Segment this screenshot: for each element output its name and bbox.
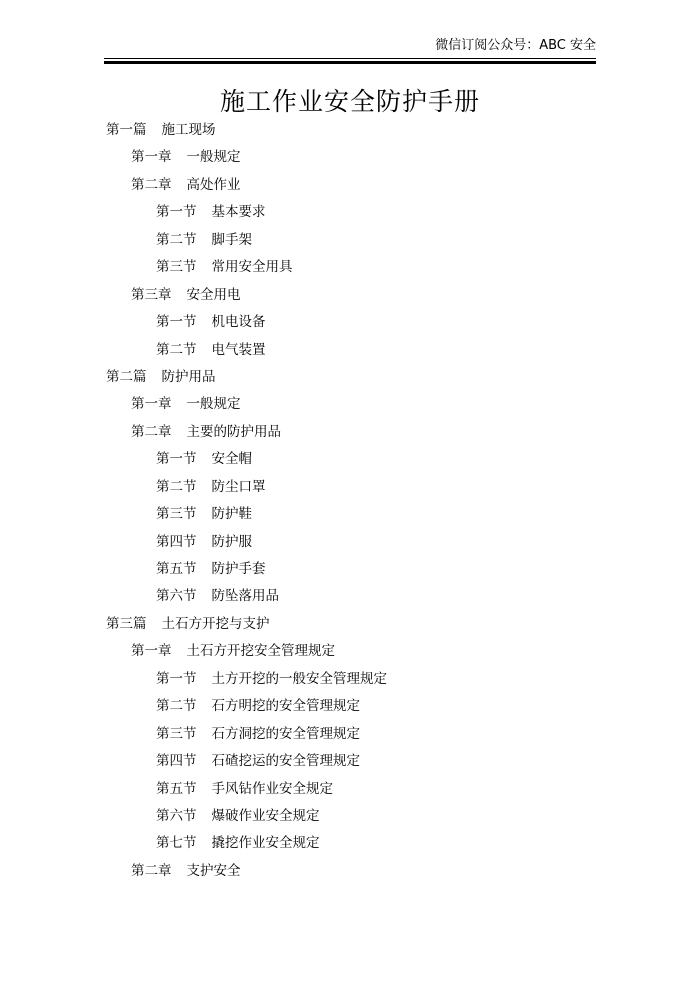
toc-entry-level-3 — [106, 446, 586, 473]
toc-entry-number: 第二篇 — [106, 368, 147, 385]
toc-entry-title: 安全帽 — [211, 451, 252, 468]
toc-entry-title: 石碴挖运的安全管理规定 — [211, 753, 360, 770]
toc-entry-number: 第三篇 — [106, 615, 147, 632]
toc-entry-number: 第六节 — [156, 588, 197, 605]
toc-entry-title: 土方开挖的一般安全管理规定 — [211, 670, 387, 687]
toc-entry-number: 第三节 — [156, 259, 197, 276]
toc-entry-title: 石方明挖的安全管理规定 — [211, 698, 360, 715]
toc-entry-number: 第六节 — [156, 807, 197, 824]
toc-entry-level-1 — [106, 364, 586, 391]
toc-entry-level-3 — [106, 583, 586, 610]
toc-entry-title: 防护用品 — [161, 368, 216, 385]
toc-entry-number: 第一节 — [156, 670, 197, 687]
toc-entry-number: 第一章 — [131, 643, 172, 660]
toc-entry-number: 第四节 — [156, 753, 197, 770]
toc-entry-number: 第一节 — [156, 204, 197, 221]
toc-entry-number: 第七节 — [156, 835, 197, 852]
toc-entry-level-3 — [106, 556, 586, 583]
toc-entry-level-3 — [106, 474, 586, 501]
toc-entry-title: 防护鞋 — [211, 506, 252, 523]
toc-entry-number: 第一章 — [131, 396, 172, 413]
toc-entry-title: 防护手套 — [211, 561, 266, 577]
toc-entry-title: 手风钻作业安全规定 — [211, 780, 333, 797]
toc-entry-title: 防护服 — [211, 533, 252, 550]
toc-entry-level-3 — [106, 227, 586, 254]
toc-entry-level-3 — [106, 666, 586, 693]
toc-entry-level-2 — [106, 282, 586, 309]
header-publication-text: 微信订阅公众号：ABC 安全 — [435, 38, 596, 53]
toc-entry-level-2 — [106, 638, 586, 665]
table-of-contents — [106, 117, 586, 885]
toc-entry-number: 第二章 — [131, 176, 172, 193]
toc-entry-title: 脚手架 — [211, 231, 252, 248]
toc-entry-title: 施工现场 — [161, 122, 216, 138]
toc-entry-level-2 — [106, 391, 586, 418]
document-title: 施工作业安全防护手册 — [219, 87, 480, 116]
toc-entry-number: 第一篇 — [106, 122, 147, 138]
toc-entry-title: 主要的防护用品 — [186, 423, 281, 440]
header-divider-thin — [104, 58, 596, 59]
toc-entry-level-3 — [106, 748, 586, 775]
toc-entry-number: 第三节 — [156, 506, 197, 523]
toc-entry-title: 安全用电 — [186, 286, 241, 303]
toc-entry-number: 第二节 — [156, 341, 197, 358]
toc-entry-level-3 — [106, 254, 586, 281]
toc-entry-level-1 — [106, 611, 586, 638]
toc-entry-level-1 — [106, 117, 586, 144]
toc-entry-title: 高处作业 — [186, 176, 241, 193]
toc-entry-number: 第二节 — [156, 478, 197, 495]
toc-entry-title: 基本要求 — [211, 204, 266, 221]
toc-entry-level-3 — [106, 337, 586, 364]
toc-entry-number: 第二节 — [156, 231, 197, 248]
toc-entry-title: 爆破作业安全规定 — [211, 807, 320, 824]
toc-entry-level-2 — [106, 419, 586, 446]
toc-entry-number: 第一节 — [156, 314, 197, 331]
toc-entry-title: 一般规定 — [186, 149, 241, 166]
toc-entry-number: 第五节 — [156, 561, 197, 577]
toc-entry-title: 电气装置 — [211, 341, 266, 358]
toc-entry-level-2 — [106, 172, 586, 199]
toc-entry-level-3 — [106, 776, 586, 803]
toc-entry-title: 石方洞挖的安全管理规定 — [211, 725, 360, 742]
toc-entry-number: 第一节 — [156, 451, 197, 468]
toc-entry-title: 常用安全用具 — [211, 259, 293, 276]
toc-entry-level-3 — [106, 830, 586, 857]
toc-entry-number: 第一章 — [131, 149, 172, 166]
toc-entry-level-3 — [106, 803, 586, 830]
toc-entry-level-3 — [106, 529, 586, 556]
toc-entry-title: 防坠落用品 — [211, 588, 279, 605]
toc-entry-title: 土石方开挖安全管理规定 — [186, 643, 335, 660]
toc-entry-number: 第二章 — [131, 423, 172, 440]
toc-entry-title: 土石方开挖与支护 — [161, 615, 270, 632]
toc-entry-title: 防尘口罩 — [211, 478, 266, 495]
toc-entry-level-2 — [106, 144, 586, 171]
toc-entry-level-3 — [106, 721, 586, 748]
toc-entry-level-3 — [106, 199, 586, 226]
toc-entry-level-3 — [106, 693, 586, 720]
toc-entry-number: 第三章 — [131, 286, 172, 303]
header-divider-thick — [104, 61, 596, 64]
toc-entry-title: 一般规定 — [186, 396, 241, 413]
toc-entry-number: 第五节 — [156, 780, 197, 797]
toc-entry-title: 机电设备 — [211, 314, 266, 331]
toc-entry-number: 第三节 — [156, 725, 197, 742]
toc-entry-number: 第二章 — [131, 862, 172, 879]
toc-entry-number: 第四节 — [156, 533, 197, 550]
toc-entry-level-3 — [106, 309, 586, 336]
toc-entry-title: 撬挖作业安全规定 — [211, 835, 320, 852]
toc-entry-level-2 — [106, 858, 586, 885]
toc-entry-title: 支护安全 — [186, 862, 241, 879]
toc-entry-level-3 — [106, 501, 586, 528]
toc-entry-number: 第二节 — [156, 698, 197, 715]
